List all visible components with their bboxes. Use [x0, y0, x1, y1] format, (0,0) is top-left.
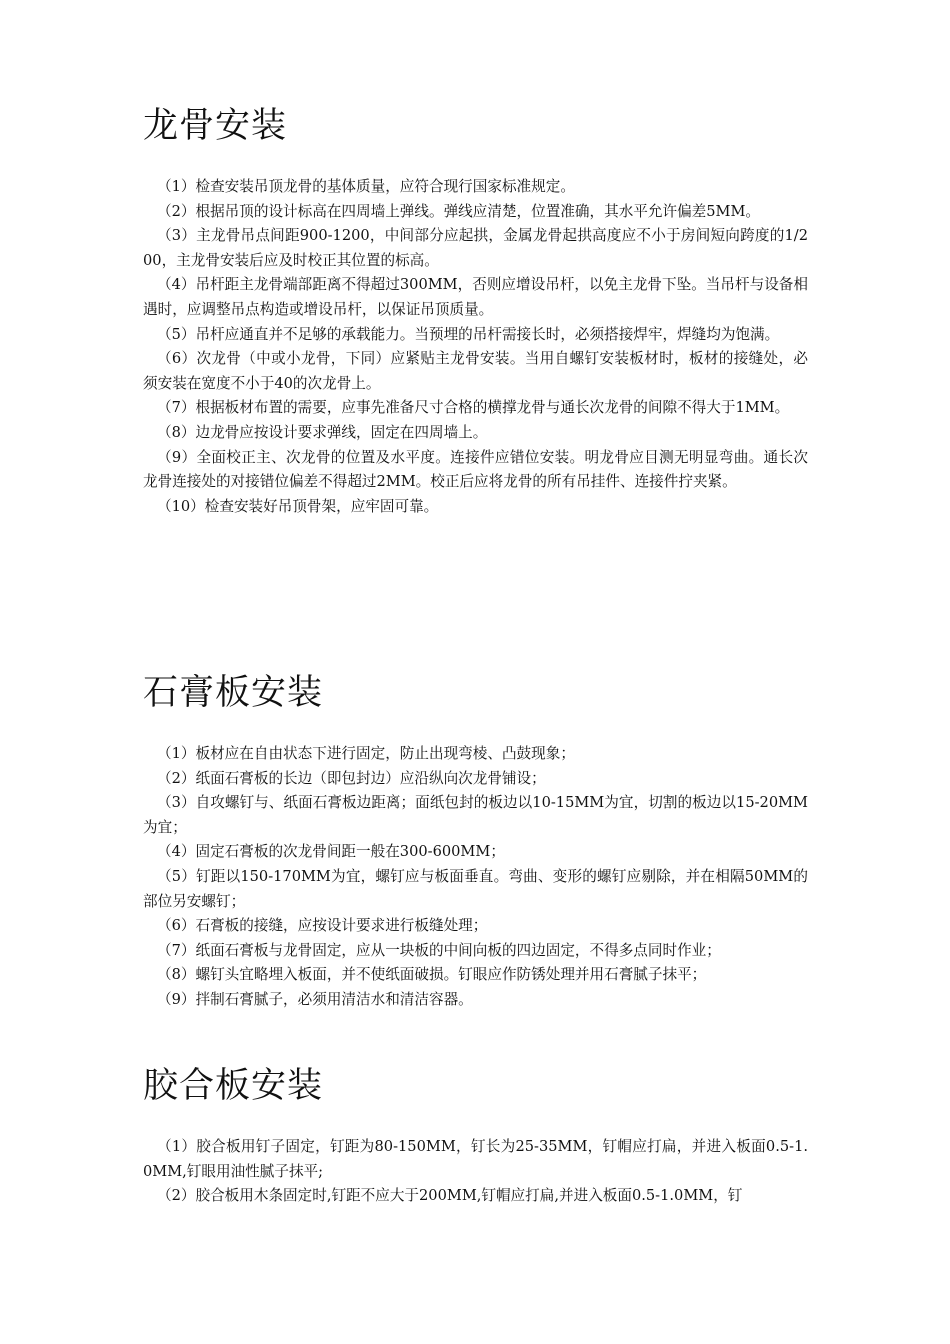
list-item: （9）全面校正主、次龙骨的位置及水平度。连接件应错位安装。明龙骨应目测无明显弯曲。通长次龙骨连接处的对接错位偏差不得超过2MM。校正后应将龙骨的所有吊挂件、连接件拧夹紧。 — [143, 448, 808, 491]
list-item: （7）纸面石膏板与龙骨固定，应从一块板的中间向板的四边固定，不得多点同时作业； — [157, 941, 721, 959]
list-item: （5）吊杆应通直并不足够的承载能力。当预埋的吊杆需接长时，必须搭接焊牢，焊缝均为饱满。 — [157, 325, 780, 343]
list-item: （10）检查安装好吊顶骨架，应牢固可靠。 — [157, 497, 439, 515]
list-item: （4）吊杆距主龙骨端部距离不得超过300MM，否则应增设吊杆，以免主龙骨下坠。当吊杆与设备相遇时，应调整吊点构造或增设吊杆，以保证吊顶质量。 — [143, 276, 808, 318]
list-item: （8）边龙骨应按设计要求弹线，固定在四周墙上。 — [157, 423, 488, 441]
item-list — [143, 175, 808, 519]
item-list — [143, 742, 808, 1013]
list-item: （2）根据吊顶的设计标高在四周墙上弹线。弹线应清楚，位置准确，其水平允许偏差5MM。 — [157, 202, 761, 220]
list-item: （2）胶合板用木条固定时,钉距不应大于200MM,钉帽应打扁,并进入板面0.5-1.0MM，钉 — [157, 1187, 743, 1205]
section-gypsum-board-installation — [143, 673, 808, 1013]
list-item: （3）自攻螺钉与、纸面石膏板边距离；面纸包封的板边以10-15MM为宜，切割的板边以15-20MM为宜； — [143, 794, 808, 836]
section-title: 石膏板安装 — [143, 673, 324, 713]
list-item: （1）胶合板用钉子固定，钉距为80-150MM，钉长为25-35MM，钉帽应打扁，并进入板面0.5-1.0MM,钉眼用油性腻子抹平; — [143, 1138, 808, 1180]
section-title: 胶合板安装 — [143, 1066, 324, 1106]
list-item: （8）螺钉头宜略埋入板面，并不使纸面破损。钉眼应作防锈处理并用石膏腻子抹平； — [157, 966, 707, 984]
section-keel-installation — [143, 106, 808, 519]
list-item: （2）纸面石膏板的长边（即包封边）应沿纵向次龙骨铺设； — [157, 769, 546, 787]
section-title: 龙骨安装 — [143, 106, 288, 146]
list-item: （6）石膏板的接缝，应按设计要求进行板缝处理； — [157, 917, 488, 935]
list-item: （6）次龙骨（中或小龙骨，下同）应紧贴主龙骨安装。当用自螺钉安装板材时，板材的接缝处，必须安装在宽度不小于40的次龙骨上。 — [143, 350, 808, 392]
list-item: （1）检查安装吊顶龙骨的基体质量，应符合现行国家标准规定。 — [157, 178, 575, 195]
list-item: （3）主龙骨吊点间距900-1200，中间部分应起拱，金属龙骨起拱高度应不小于房间短向跨度的1/200，主龙骨安装后应及时校正其位置的标高。 — [143, 227, 808, 269]
list-item: （9）拌制石膏腻子，必须用清洁水和清洁容器。 — [157, 990, 473, 1008]
list-item: （7）根据板材布置的需要，应事先准备尺寸合格的横撑龙骨与通长次龙骨的间隙不得大于1MM。 — [157, 399, 790, 417]
list-item: （1）板材应在自由状态下进行固定，防止出现弯棱、凸鼓现象； — [157, 745, 575, 762]
section-plywood-installation — [143, 1066, 808, 1209]
list-item: （5）钉距以150-170MM为宜，螺钉应与板面垂直。弯曲、变形的螺钉应剔除，并在相隔50MM的部位另安螺钉； — [143, 867, 808, 910]
list-item: （4）固定石膏板的次龙骨间距一般在300-600MM； — [157, 843, 505, 861]
item-list — [143, 1135, 808, 1209]
